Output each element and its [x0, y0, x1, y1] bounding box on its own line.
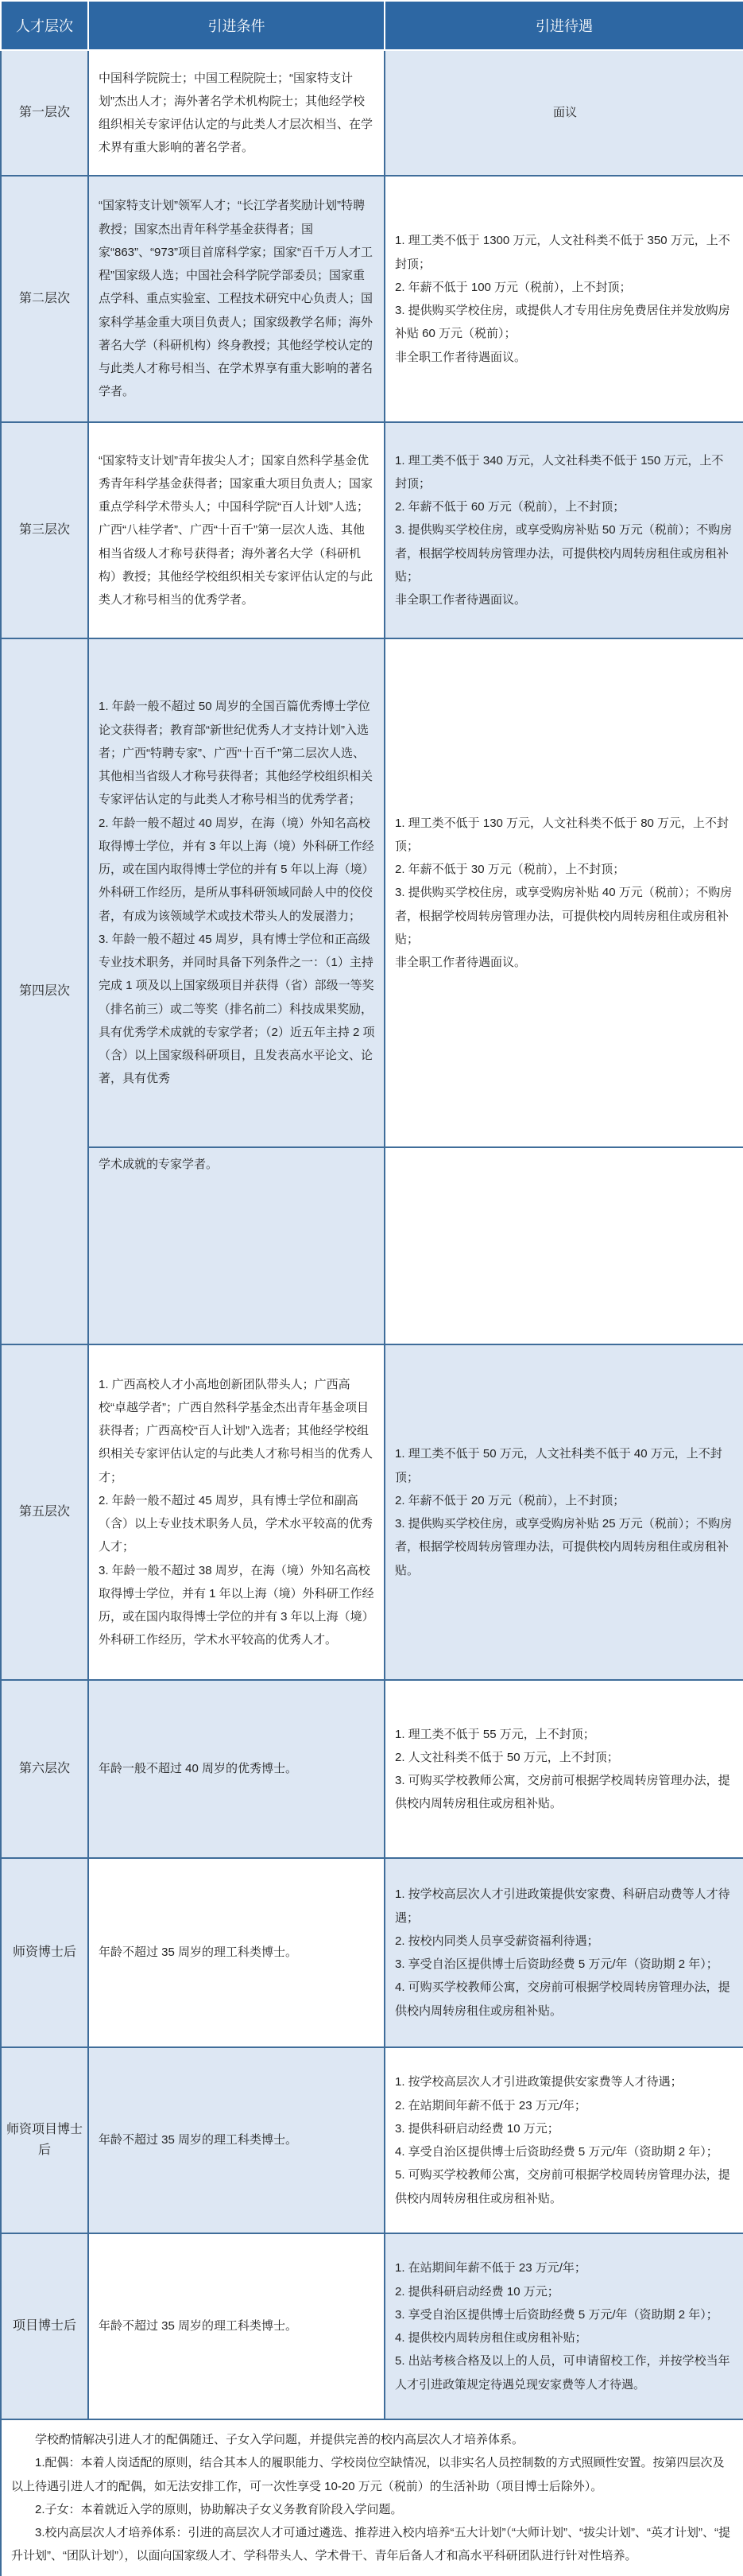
condition-text: 年龄不超过 35 周岁的理工科类博士。 [99, 2133, 298, 2147]
table-row [1, 638, 743, 1147]
condition-item: 2. 年龄一般不超过 40 周岁，在海（境）外知名高校取得博士学位，并有 3 年以上海（境）外科研工作经历，或在国内取得博士学位的并有 5 年以上海（境）外科研工作经历，是所从事科研领域同龄人中的佼佼者，有成为该领域学术或技术带头人的发展潜力； [99, 816, 374, 923]
treatment-cell [385, 2047, 743, 2233]
treatment-cell [385, 2233, 743, 2419]
treatment-item: 2. 人文社科类不低于 50 万元，上不封顶； [395, 1750, 619, 1764]
table-row [1, 1344, 743, 1680]
treatment-item: 1. 按学校高层次人才引进政策提供安家费等人才待遇； [395, 2075, 683, 2089]
condition-text: 年龄不超过 35 周岁的理工科类博士。 [99, 2319, 298, 2334]
treatment-cell-empty [385, 1147, 743, 1344]
treatment-item: 3. 享受自治区提供博士后资助经费 5 万元/年（资助期 2 年）； [395, 2307, 718, 2322]
treatment-item: 3. 提供购买学校住房，或提供人才专用住房免费居住并发放购房补贴 60 万元（税前）； [395, 304, 730, 341]
level-cell: 第一层次 [1, 50, 88, 176]
level-cell: 第六层次 [1, 1680, 88, 1858]
notes-row [1, 2419, 743, 2576]
conditions-cell [88, 2233, 385, 2419]
treatment-item: 1. 理工类不低于 340 万元，人文社科类不低于 150 万元，上不封顶； [395, 453, 724, 491]
table-row [1, 1680, 743, 1858]
condition-item: 3. 年龄一般不超过 45 周岁，具有博士学位和正高级专业技术职务，并同时具备下列条件之一：（1）主持完成 1 项及以上国家级项目并获得（省）部级一等奖（排名前三）或二等奖（排名前二）科技成果奖励，具有优秀学术成就的专家学者；（2）近五年主持 2 项（含）以上国家级科研项目，且发表高水平论文、论著，具有优秀 [99, 932, 375, 1086]
treatment-item: 1. 理工类不低于 1300 万元，人文社科类不低于 350 万元，上不封顶； [395, 234, 730, 271]
condition-item: 3. 年龄一般不超过 38 周岁，在海（境）外知名高校取得博士学位，并有 1 年以上海（境）外科研工作经历，或在国内取得博士学位的并有 3 年以上海（境）外科研工作经历，学术水平较高的优秀人才。 [99, 1563, 374, 1647]
treatment-item: 1. 理工类不低于 50 万元，人文社科类不低于 40 万元，上不封顶； [395, 1447, 722, 1484]
treatment-item: 2. 年薪不低于 30 万元（税前），上不封顶； [395, 863, 625, 877]
treatment-item: 2. 年薪不低于 60 万元（税前），上不封顶； [395, 500, 625, 514]
treatment-item: 3. 提供购买学校住房，或享受购房补贴 40 万元（税前）；不购房者，根据学校周转房管理办法，可提供校内周转房租住或房租补贴； [395, 886, 733, 946]
treatment-item: 5. 可购买学校教师公寓，交房前可根据学校周转房管理办法，提供校内周转房租住或房租补贴。 [395, 2168, 730, 2206]
treatment-cell [385, 1680, 743, 1858]
table-row [1, 2233, 743, 2419]
treatment-item: 4. 提供校内周转房租住或房租补贴； [395, 2331, 587, 2345]
treatment-item: 2. 年薪不低于 20 万元（税前），上不封顶； [395, 1493, 625, 1507]
table-row-continuation [1, 1147, 743, 1344]
header-treatment: 引进待遇 [385, 1, 743, 50]
notes-intro: 学校酌情解决引进人才的配偶随迁、子女入学问题，并提供完善的校内高层次人才培养体系。 [35, 2433, 524, 2446]
note-item: 3.校内高层次人才培养体系：引进的高层次人才可通过遴选、推荐进入校内培养“五大计划”（“大师计划”、“拔尖计划”、“英才计划”、“提升计划”、“团队计划”），以面向国家级人才、学科带头人、学术骨干、青年后备人才和高水平科研团队进行针对性培养。 [11, 2526, 730, 2563]
treatment-item: 非全职工作者待遇面议。 [395, 956, 527, 970]
note-item: 1.配偶：本着人岗适配的原则，结合其本人的履职能力、学校岗位空缺情况，以非实名人员控制数的方式照顾性安置。按第四层次及以上待遇引进人才的配偶，如无法安排工作，可一次性享受 10-20 万元（税前）的生活补助（项目博士后除外）。 [11, 2456, 725, 2493]
treatment-cell [385, 50, 743, 176]
notes-cell [1, 2419, 743, 2576]
treatment-cell [385, 1858, 743, 2047]
condition-text: “国家特支计划”领军人才；“长江学者奖励计划”特聘教授；国家杰出青年科学基金获得者；国家“863”、“973”项目首席科学家；国家“百千万人才工程”国家级人选；中国社会科学院学部委员；国家重点学科、重点实验室、工程技术研究中心负责人；国家科学基金重大项目负责人；国家级教学名师；海外著名大学（科研机构）终身教授；其他经学校认定的与此类人才称号相当、在学术界享有重大影响的著名学者。 [99, 199, 373, 399]
treatment-item: 2. 按校内同类人员享受薪资福利待遇； [395, 1934, 599, 1948]
conditions-cell [88, 422, 385, 638]
header-level: 人才层次 [1, 1, 88, 50]
treatment-cell [385, 422, 743, 638]
table-row [1, 422, 743, 638]
treatment-item: 3. 享受自治区提供博士后资助经费 5 万元/年（资助期 2 年）； [395, 1957, 718, 1971]
level-cell: 第四层次 [1, 638, 88, 1344]
conditions-cell [88, 176, 385, 422]
treatment-item: 3. 可购买学校教师公寓，交房前可根据学校周转房管理办法，提供校内周转房租住或房租补贴。 [395, 1774, 730, 1811]
treatment-item: 5. 出站考核合格及以上的人员，可申请留校工作，并按学校当年人才引进政策规定待遇兑现安家费等人才待遇。 [395, 2354, 730, 2392]
level-cell: 项目博士后 [1, 2233, 88, 2419]
conditions-cell [88, 50, 385, 176]
level-cell: 第五层次 [1, 1344, 88, 1680]
condition-text: 年龄一般不超过 40 周岁的优秀博士。 [99, 1762, 298, 1776]
level-cell: 师资博士后 [1, 1858, 88, 2047]
condition-item: 学术成就的专家学者。 [99, 1158, 219, 1171]
treatment-item: 1. 按学校高层次人才引进政策提供安家费、科研启动费等人才待遇； [395, 1887, 730, 1925]
treatment-item: 2. 年薪不低于 100 万元（税前），上不封顶； [395, 280, 632, 294]
treatment-cell [385, 1344, 743, 1680]
table-row [1, 1858, 743, 2047]
note-item: 2.子女：本着就近入学的原则，协助解决子女义务教育阶段入学问题。 [35, 2502, 403, 2516]
table-row [1, 176, 743, 422]
treatment-item: 1. 理工类不低于 130 万元，人文社科类不低于 80 万元，上不封顶； [395, 816, 729, 853]
conditions-cell [88, 2047, 385, 2233]
conditions-cell [88, 1858, 385, 2047]
header-conditions: 引进条件 [88, 1, 385, 50]
conditions-cell [88, 1680, 385, 1858]
condition-text: 年龄不超过 35 周岁的理工科类博士。 [99, 1946, 298, 1960]
treatment-item: 3. 提供购买学校住房，或享受购房补贴 25 万元（税前）；不购房者，根据学校周转房管理办法，可提供校内周转房租住或房租补贴。 [395, 1517, 733, 1577]
conditions-cell [88, 1344, 385, 1680]
treatment-item: 4. 可购买学校教师公寓，交房前可根据学校周转房管理办法，提供校内周转房租住或房租补贴。 [395, 1980, 730, 2018]
table-row [1, 50, 743, 176]
condition-item: 1. 广西高校人才小高地创新团队带头人；广西高校“卓越学者”；广西自然科学基金杰出青年基金项目获得者；广西高校“百人计划”入选者；其他经学校组织相关专家评估认定的与此类人才称号相当的优秀人才； [99, 1377, 373, 1484]
treatment-item: 1. 在站期间年薪不低于 23 万元/年； [395, 2261, 586, 2275]
treatment-text: 面议 [552, 106, 577, 120]
condition-item: 2. 年龄一般不超过 45 周岁，具有博士学位和副高（含）以上专业技术职务人员，学术水平较高的优秀人才； [99, 1493, 373, 1554]
condition-text: “国家特支计划”青年拔尖人才；国家自然科学基金优秀青年科学基金获得者；国家重大项目负责人；国家重点学科学术带头人；中国科学院“百人计划”人选；广西“八桂学者”、广西“十百千”第一层次人选、其他相当省级人才称号获得者；海外著名大学（科研机构）教授；其他经学校组织相关专家评估认定的与此类人才称号相当的优秀学者。 [99, 453, 373, 607]
treatment-item: 3. 提供购买学校住房，或享受购房补贴 50 万元（税前）；不购房者，根据学校周转房管理办法，可提供校内周转房租住或房租补贴； [395, 523, 733, 584]
treatment-item: 非全职工作者待遇面议。 [395, 350, 527, 364]
level-cell: 第二层次 [1, 176, 88, 422]
condition-text: 中国科学院院士；中国工程院院士；“国家特支计划”杰出人才；海外著名学术机构院士；其他经学校组织相关专家评估认定的与此类人才层次相当、在学术界有重大影响的著名学者。 [99, 71, 373, 155]
treatment-item: 2. 在站期间年薪不低于 23 万元/年； [395, 2098, 586, 2112]
level-cell: 第三层次 [1, 422, 88, 638]
treatment-item: 2. 提供科研启动经费 10 万元； [395, 2284, 559, 2299]
treatment-item: 非全职工作者待遇面议。 [395, 593, 527, 607]
treatment-item: 1. 理工类不低于 55 万元，上不封顶； [395, 1727, 595, 1741]
table-row [1, 2047, 743, 2233]
treatment-item: 4. 享受自治区提供博士后资助经费 5 万元/年（资助期 2 年）； [395, 2145, 718, 2159]
treatment-cell [385, 176, 743, 422]
level-cell: 师资项目博士后 [1, 2047, 88, 2233]
conditions-cell [88, 638, 385, 1147]
treatment-item: 3. 提供科研启动经费 10 万元； [395, 2121, 559, 2136]
conditions-cell [88, 1147, 385, 1344]
treatment-cell [385, 638, 743, 1147]
condition-item: 1. 年龄一般不超过 50 周岁的全国百篇优秀博士学位论文获得者；教育部“新世纪优秀人才支持计划”入选者；广西“特聘专家”、广西“十百千”第二层次人选、其他相当省级人才称号获得者；其他经学校组织相关专家评估认定的与此类人才称号相当的优秀学者； [99, 700, 373, 807]
table-header-row [1, 1, 743, 50]
